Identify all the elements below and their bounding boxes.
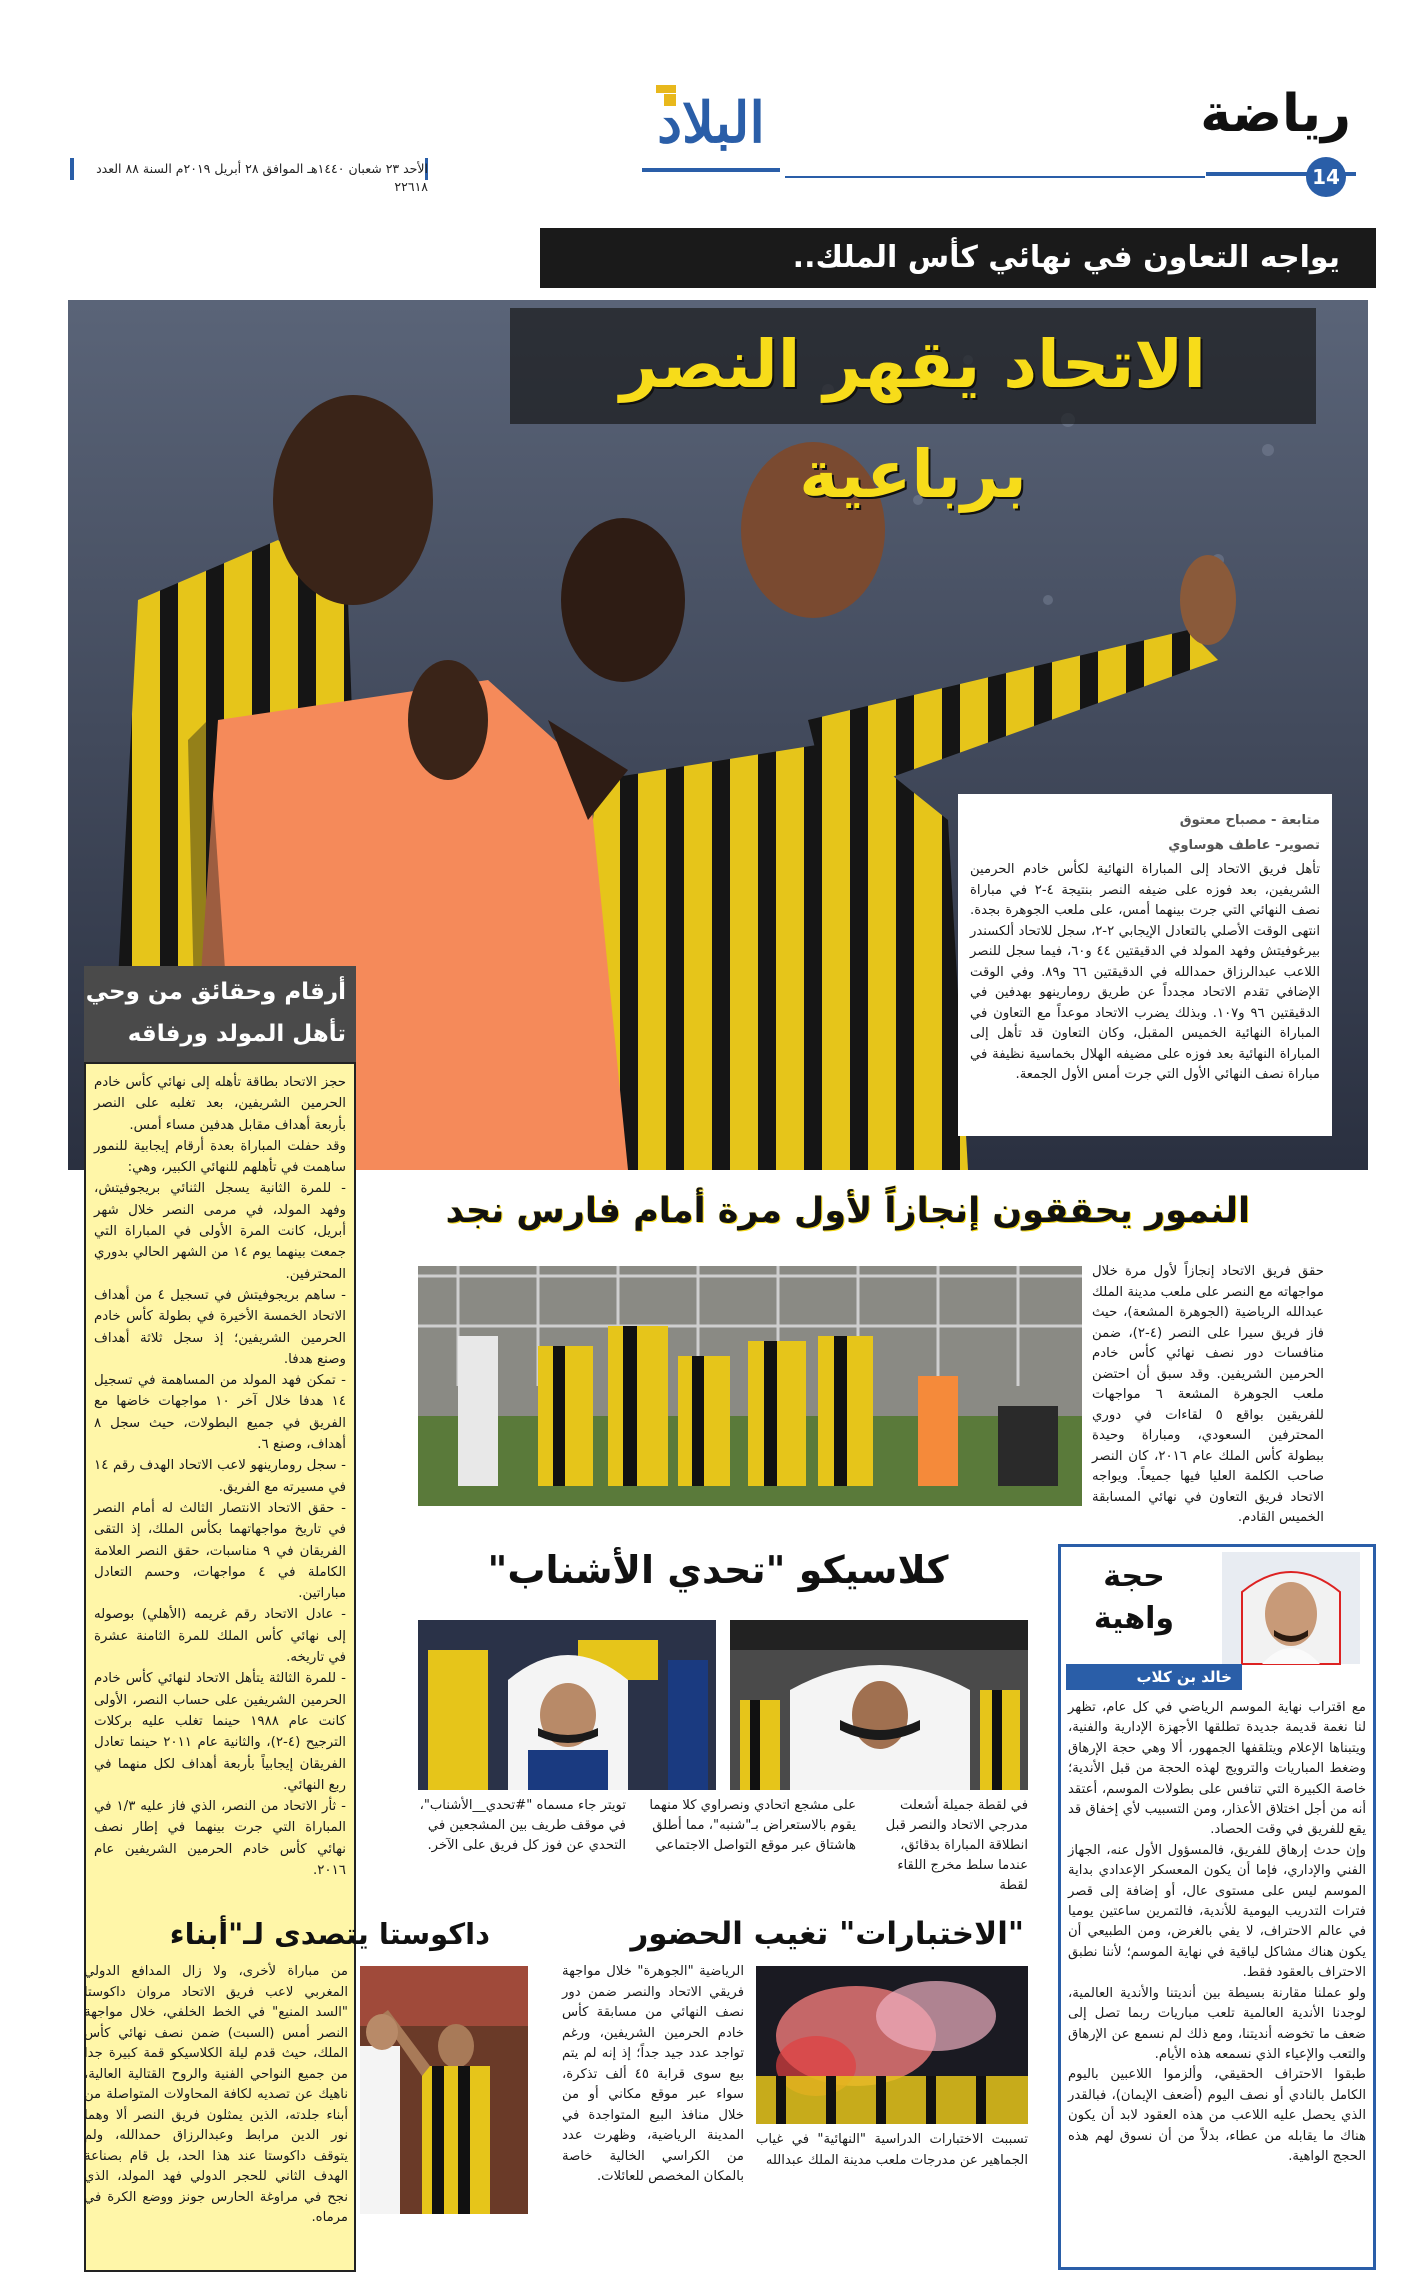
dacosta-headline: داكوستا يتصدى لـ"أبناء bbox=[169, 1917, 490, 1951]
logo-text: البلاد bbox=[657, 90, 765, 156]
logo bbox=[642, 80, 780, 180]
columnist-name: خالد بن كلاب bbox=[1136, 1668, 1232, 1686]
dacosta-body-column: من مباراة لأخرى، ولا زال المدافع الدولي المغربي لاعب فريق الاتحاد مروان داكوستا "السد المنيع" في الخط الخلفي، خلال مواجهة النصر أمس (السبت) ضمن نصف نهائي كأس الملك، حيث قدم ليلة الكلاسيكو قمة كبيرة جدا من جميع النواحي الفنية والروح القتالية العالية، ناهيك عن تصديه لكافة المحاولات المتواصلة من أبناء جلدته، الذين يمثلون فريق النصر ألا وهما نور الدين مرابط وعبدالرزاق حمدالله، ولم يتوقف داكوستا عند هذا الحد، بل قام بصناعة الهدف الثاني للحجر الدولي فهد المولد، الذي نجح في مراوغة الحارس جونز ووضع الكرة في مرماه. bbox=[84, 1964, 348, 2225]
classico-headline: كلاسيكو "تحدي الأشناب" bbox=[487, 1548, 949, 1592]
page-number-badge bbox=[1306, 157, 1346, 197]
masthead bbox=[0, 0, 1421, 200]
facts-title-line2: تأهل المولد ورفاقه bbox=[127, 1021, 346, 1047]
main-headline: الاتحاد يقهر النصر برباعية bbox=[619, 326, 1207, 513]
facts-title-line1: أرقام وحقائق من وحي bbox=[85, 979, 346, 1005]
facts-body: حجز الاتحاد بطاقة تأهله إلى نهائي كأس خادم الحرمين الشريفين، بعد تغلبه على النصر بأربعة أهداف مقابل هدفين مساء أمس. وقد حفلت المباراة بعدة أرقام إيجابية للنمور ساهمت في تأهلهم للنهائي الكبير، وهي: - للمرة الثانية يسجل الثنائي بريجوفيتش، وفهد المولد، في مرمى النصر خلال شهر أبريل، كانت المرة الأولى في المباراة التي جمعت بينهما يوم ١٤ من الشهر الحالي بدوري المحترفين. - ساهم بريجوفيتش في تسجيل ٤ من أهداف الاتحاد الخمسة الأخيرة في بطولة كأس خادم الحرمين الشريفين؛ إذ سجل ثلاثة أهداف وصنع هدفا. - تمكن فهد المولد من المساهمة في تسجيل ١٤ هدفا خلال آخر ١٠ مواجهات خاضها مع الفريق في جميع البطولات، حيث سجل ٨ أهداف، وصنع ٦. - سجل رومارينهو لاعب الاتحاد الهدف رقم ١٤ في مسيرته مع الفريق. - حقق الاتحاد الانتصار الثالث له أمام النصر في تاريخ مواجهاتهما بكأس الملك، إذ التقى الفريقان في ٩ مناسبات، حقق النصر العلامة الكاملة في ٤ مواجهات، وحسم التعادل مباراتين. - عادل الاتحاد رقم غريمه (الأهلي) بوصوله إلى نهائي كأس الملك للمرة الثامنة عشرة في تاريخه. - للمرة الثالثة يتأهل الاتحاد لنهائي كأس خادم الحرمين الشريفين على حساب النصر، الأولى كانت عام ١٩٨٨ حينما تغلب عليه بركلات الترجيح (٤-٢)، والثانية عام ٢٠١١ حينما تعادل الفريقان إيجابياً بأربعة أهداف لكل منهما في ربع النهائي. - ثأر الاتحاد من النصر، الذي فاز عليه ١/٣ في المباراة التي جرت بينهما في إطار نصف نهائي كأس خادم الحرمين الشريفين عام ٢٠١٦. bbox=[94, 1075, 347, 1878]
classico-caption-mid: على مشجع اتحادي ونصراوي كلا منهما يقوم بالاستعراض بـ"شنبه"، مما أطلق هاشتاق عبر موقع التواصل الاجتماعي bbox=[649, 1798, 856, 1853]
section-title: رياضة bbox=[1200, 84, 1351, 144]
tests-body: الرياضية "الجوهرة" خلال مواجهة فريقي الاتحاد والنصر ضمن دور نصف النهائي من مسابقة كأس خادم الحرمين الشريفين، ورغم تواجد عدد جيد جداً؛ إذ إنه لم يتم بيع سوى قرابة ٤٥ ألف تذكرة، سواء عبر موقع مكاني أو من خلال منافذ البيع المتواجدة في المدينة الرياضية، وظهرت عدد من الكراسي الخالية خاصة بالمكان المخصص للعائلات. bbox=[562, 1964, 744, 2184]
classico-caption-right: في لقطة جميلة أشعلت مدرجي الاتحاد والنصر قبل انطلاقة المباراة بدقائق، عندما سلط مخرج اللقاء لقطة bbox=[885, 1798, 1028, 1893]
column-body: مع اقتراب نهاية الموسم الرياضي في كل عام، تظهر لنا نغمة قديمة جديدة تطلقها الأجهزة الإدارية والفنية، ويتبناها الإعلام ويتلقفها الجمهور، ألا وهي حجة الإرهاق وضغط المباريات والترويج لهذه الحجة من قبل الأندية؛ خاصة الكبيرة التي تنافس على بطولات الموسم، أعتقد أنه من أجل اختلاق الأعذار، ومن التسبيب لأي إخفاق قد يقع للفريق في وقت الحصاد. وإن حدث إرهاق للفريق، فالمسؤول الأول عنه، الجهاز الفني والإداري، فإما أن يكون المعسكر الإعدادي بداية الموسم ليس على مستوى عال، أو إضافة إلى قصر فترات التدريب اليومية للأندية، فالتمرين ساعتين يوميا في عالم الاحتراف، لا يفي بالغرض، ومن الطبيعي أن يكون هناك مشاكل لياقية في نهاية الموسم؛ لأننا نطبق الاحتراف بالعقود فقط. ولو عملنا مقارنة بسيطة بين أنديتنا والأندية العالمية، لوجدنا الأندية العالمية تلعب مباريات ربما تصل إلى ضعف ما تخوضه أنديتنا، ومع ذلك لم نسمع عن الإرهاق والتعب والإعياء الذي نسمعه هذه الأيام. طبقوا الاحتراف الحقيقي، وألزموا اللاعبين باليوم الكامل بالنادي أو نصف اليوم (أضعف الإيمان)، فبالقدر الذي يحصل عليه اللاعب من هذه العقود لابد أن يكون هناك ما يقابله من عطاء، بدلاً من أن نسوق لهم هذه الحجج الواهية. bbox=[1068, 1700, 1366, 2164]
classico-photo-right bbox=[730, 1620, 1028, 1790]
dacosta-photo bbox=[360, 1966, 528, 2214]
tests-headline: "الاختبارات" تغيب الحضور bbox=[630, 1916, 1024, 1952]
column-title-line1: حجة bbox=[1103, 1559, 1165, 1594]
tests-caption: تسببت الاختبارات الدراسية "النهائية" في غياب الجماهير عن مدرجات ملعب مدينة الملك عبدالله bbox=[756, 2132, 1028, 2168]
tigers-photo bbox=[418, 1266, 1082, 1506]
main-body: تأهل فريق الاتحاد إلى المباراة النهائية لكأس خادم الحرمين الشريفين، بعد فوزه على ضيفه النصر بنتيجة ٤-٢ في مباراة نصف النهائي التي جرت بينهما أمس، على ملعب الجوهرة بجدة. انتهى الوقت الأصلي بالتعادل الإيجابي ٢-٢، سجل للاتحاد ألكسندر بيرغوفيتش وفهد المولد في الدقيقتين ٤٤ و٦٠، فيما سجل للنصر اللاعب عبدالرزاق حمدالله في الدقيقتين ٦٦ و٨٩. وفي الوقت الإضافي تقدم الاتحاد مجدداً عن طريق رومارينهو بهدفين في الدقيقتين ٩٦ و١٠٧. وبذلك يضرب الاتحاد موعداً مع التعاون في المباراة النهائية الخميس المقبل، وكان التعاون قد تأهل إلى المباراة النهائية بعد فوزه على مضيفه الهلال بخماسية نظيفة في مباراة نصف النهائي الأول التي جرت أمس الأول الجمعة. bbox=[970, 862, 1320, 1082]
kicker: يواجه التعاون في نهائي كأس الملك.. bbox=[792, 240, 1340, 275]
page-number: 14 bbox=[1312, 165, 1340, 189]
byline-reporter: متابعة - مصباح معتوق bbox=[1179, 813, 1320, 828]
classico-caption-left: تويتر جاء مسماه "#تحدي__الأشناب"، في موقف طريف بين المشجعين في التحدي عن فوز كل فريق على الآخر. bbox=[419, 1798, 626, 1853]
tests-photo bbox=[756, 1966, 1028, 2124]
dateline: الأحد ٢٣ شعبان ١٤٤٠هـ الموافق ٢٨ أبريل ٢٠١٩م السنة ٨٨ العدد ٢٢٦١٨ bbox=[96, 161, 428, 194]
classico-photo-left bbox=[418, 1620, 716, 1790]
tigers-headline: النمور يحققون إنجازاً لأول مرة أمام فارس نجد bbox=[445, 1191, 1250, 1231]
tigers-body: حقق فريق الاتحاد إنجازاً لأول مرة خلال مواجهاته مع النصر على ملعب مدينة الملك عبدالله الرياضية (الجوهرة المشعة)، حيث فاز فريق سيرا على النصر (٤-٢)، ضمن منافسات دور نصف نهائي كأس خادم الحرمين الشريفين. وقد سبق أن احتضن ملعب الجوهرة المشعة ٦ مواجهات للفريقين بواقع ٥ لقاءات في دوري المحترفين السعودي، ومباراة وحيدة ببطولة كأس الملك عام ٢٠١٦، كان النصر صاحب الكلمة العليا فيها جميعاً. ويواجه الاتحاد فريق التعاون في نهائي المسابقة الخميس القادم. bbox=[1092, 1264, 1324, 1525]
byline-photographer: تصوير- عاطف هوساوي bbox=[1168, 838, 1320, 853]
column-title-line2: واهية bbox=[1093, 1601, 1175, 1636]
columnist-avatar bbox=[1222, 1552, 1360, 1664]
